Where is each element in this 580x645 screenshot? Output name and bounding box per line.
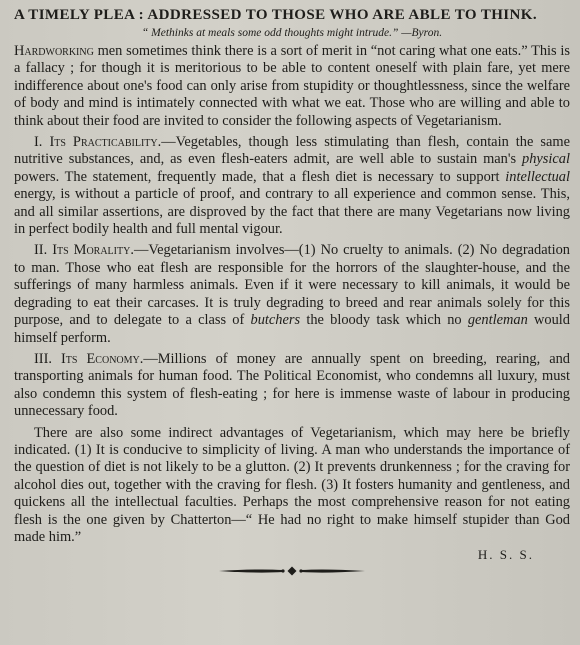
section-morality — [14, 242, 570, 346]
section-number: III. — [34, 350, 62, 367]
section-number: II. — [34, 242, 53, 259]
page-title: A TIMELY PLEA : ADDRESSED TO THOSE WHO ARE ABLE TO THINK. — [14, 7, 537, 23]
closing-paragraph: There are also some indirect advantages of Vegetarianism, which may here be briefly indicated. (1) It is conducive to simplicity of living. A man who understands the importance of the question of diet is not likely to be a glutton. (2) It prevents drunkenness ; for the craving for alcohol dies out, together with the craving for flesh. (3) It fosters humanity and gentleness, and quickens all the intellectual faculties. Perhaps the most comprehensive reason for not eating flesh is the one given by Chatterton—“ He had no right to make himself stupider than God made him.” — [14, 424, 570, 545]
section-economy — [14, 351, 570, 421]
ornamental-rule-icon — [217, 565, 367, 577]
section-heading: Its Morality. — [52, 242, 134, 259]
signature: H. S. S. — [477, 547, 534, 563]
section-text: would himself perform. — [14, 312, 570, 346]
intro-paragraph — [14, 43, 570, 130]
emphasis: butchers — [250, 312, 301, 329]
epigraph: “ Methinks at meals some odd thoughts might intrude.” —Byron. — [141, 27, 443, 39]
intro-text: men sometimes think there is a sort of merit in “not caring what one eats.” This is a fallacy ; for though it is meritorious to be able to content oneself with plain fare, yet mere indifference about one's food can only arise from stupidity or thoughtlessness, since the welfare of body and mind is intimately connected with what we eat. Those who are willing and able to think about their food are invited to consider the following aspects of Vegetarianism. — [14, 43, 570, 129]
emphasis: gentleman — [467, 312, 528, 329]
section-text: —Millions of money are annually spent on breeding, rearing, and transporting animals for human food. The Political Economist, who condemns all luxury, must also condemn this system of flesh-eating ; for here is immense waste of labour in producing unnecessary food. — [14, 350, 570, 420]
section-text: the bloody task which no — [300, 312, 468, 329]
section-text: powers. The statement, frequently made, that a flesh diet is necessary to support — [14, 168, 506, 185]
emphasis: physical — [522, 151, 570, 168]
section-number: I. — [34, 134, 50, 151]
section-text: —Vegetarianism involves—(1) No cruelty to animals. (2) No degradation to man. Those who eat flesh are responsible for the horrors of the slaughter-house, and the sufferings of many harmless animals. Even if it were necessary to kill animals, it would be degrading to eat their carcases. It is truly degrading to breed and rear animals solely for this purpose, and to delegate to a class of — [14, 242, 570, 329]
intro-lead-word: Hardworking — [14, 43, 94, 59]
section-text: energy, is without a particle of proof, and contrary to all experience and common sense. This, and all similar assertions, are disproved by the fact that there are many Vegetarians now living in perfect bodily health and full mental vigour. — [14, 186, 570, 238]
emphasis: intellectual — [505, 168, 570, 185]
section-heading: Its Practicability. — [49, 134, 162, 151]
section-heading: Its Economy. — [61, 350, 144, 367]
section-text: —Vegetables, though less stimulating than flesh, contain the same nutritive substances, and, as even flesh-eaters admit, are well able to sustain man's — [14, 134, 570, 168]
section-practicability — [14, 134, 570, 238]
